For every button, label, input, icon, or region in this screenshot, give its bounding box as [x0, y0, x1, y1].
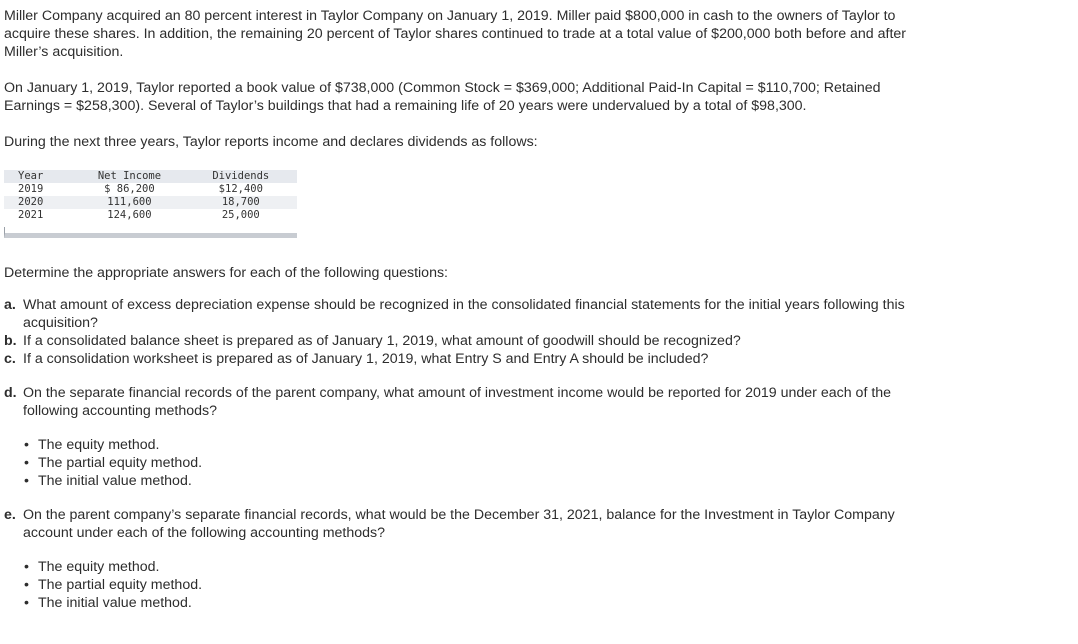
list-item: • The equity method. [38, 558, 944, 576]
cell-net-income: $ 86,200 [104, 183, 155, 195]
book-value-paragraph: On January 1, 2019, Taylor reported a book value of $738,000 (Common Stock = $369,000; Additional Paid-In Capital = $110,700; Retained Earnings = $258,300). Several of Taylor’s buildings that had a remaining life of 20 years were undervalued by a total of $98,300. [4, 80, 881, 114]
header-year: Year [18, 170, 44, 182]
table-row [4, 196, 297, 209]
list-item: • The equity method. [38, 436, 944, 454]
question-list [4, 296, 944, 612]
header-dividends: Dividends [212, 170, 270, 182]
cell-dividends: $12,400 [218, 183, 263, 195]
table-header-row [4, 170, 297, 183]
cell-year: 2019 [18, 183, 44, 195]
table-scrollbar[interactable] [4, 227, 297, 238]
question-d [4, 384, 944, 420]
cell-year: 2021 [18, 209, 44, 221]
list-item: • The initial value method. [38, 472, 944, 490]
header-net-income: Net Income [97, 170, 162, 182]
table-row [4, 209, 297, 222]
list-item: • The partial equity method. [38, 454, 944, 472]
question-d-methods [4, 436, 944, 490]
determine-paragraph: Determine the appropriate answers for each of the following questions: [4, 265, 449, 281]
cell-net-income: 111,600 [107, 196, 152, 208]
question-a [4, 296, 944, 332]
table-row [4, 183, 297, 196]
question-label: d. [4, 385, 17, 401]
question-b [4, 332, 944, 350]
cell-dividends: 25,000 [221, 209, 260, 221]
question-text: On the separate financial records of the parent company, what amount of investment income would be reported for 2019 under each of the following accounting methods? [23, 385, 892, 419]
question-e [4, 506, 944, 542]
question-label: a. [4, 297, 16, 313]
cell-dividends: 18,700 [221, 196, 260, 208]
cell-net-income: 124,600 [107, 209, 152, 221]
question-text: What amount of excess depreciation expense should be recognized in the consolidated financial statements for the initial years following this acquisition? [23, 297, 905, 331]
next-years-paragraph: During the next three years, Taylor reports income and declares dividends as follows: [4, 134, 538, 150]
question-text: If a consolidation worksheet is prepared as of January 1, 2019, what Entry S and Entry A should be included? [23, 351, 709, 367]
list-item: • The partial equity method. [38, 576, 944, 594]
question-text: On the parent company’s separate financial records, what would be the December 31, 2021, balance for the Investment in Taylor Company account under each of the following accounting methods? [23, 507, 895, 541]
intro-paragraph: Miller Company acquired an 80 percent interest in Taylor Company on January 1, 2019. Miller paid $800,000 in cash to the owners of Taylor to acquire these shares. In addition, the remaining 20 percent of Taylor shares continued to trade at a total value of $200,000 both before and after Miller’s acquisition. [4, 8, 907, 60]
list-item: • The initial value method. [38, 594, 944, 612]
question-label: b. [4, 333, 17, 349]
question-e-methods [4, 558, 944, 612]
income-dividends-table [4, 170, 297, 238]
cell-year: 2020 [18, 196, 44, 208]
question-label: c. [4, 351, 16, 367]
question-text: If a consolidated balance sheet is prepared as of January 1, 2019, what amount of goodwill should be recognized? [23, 333, 741, 349]
question-label: e. [4, 507, 16, 523]
question-c [4, 350, 944, 368]
